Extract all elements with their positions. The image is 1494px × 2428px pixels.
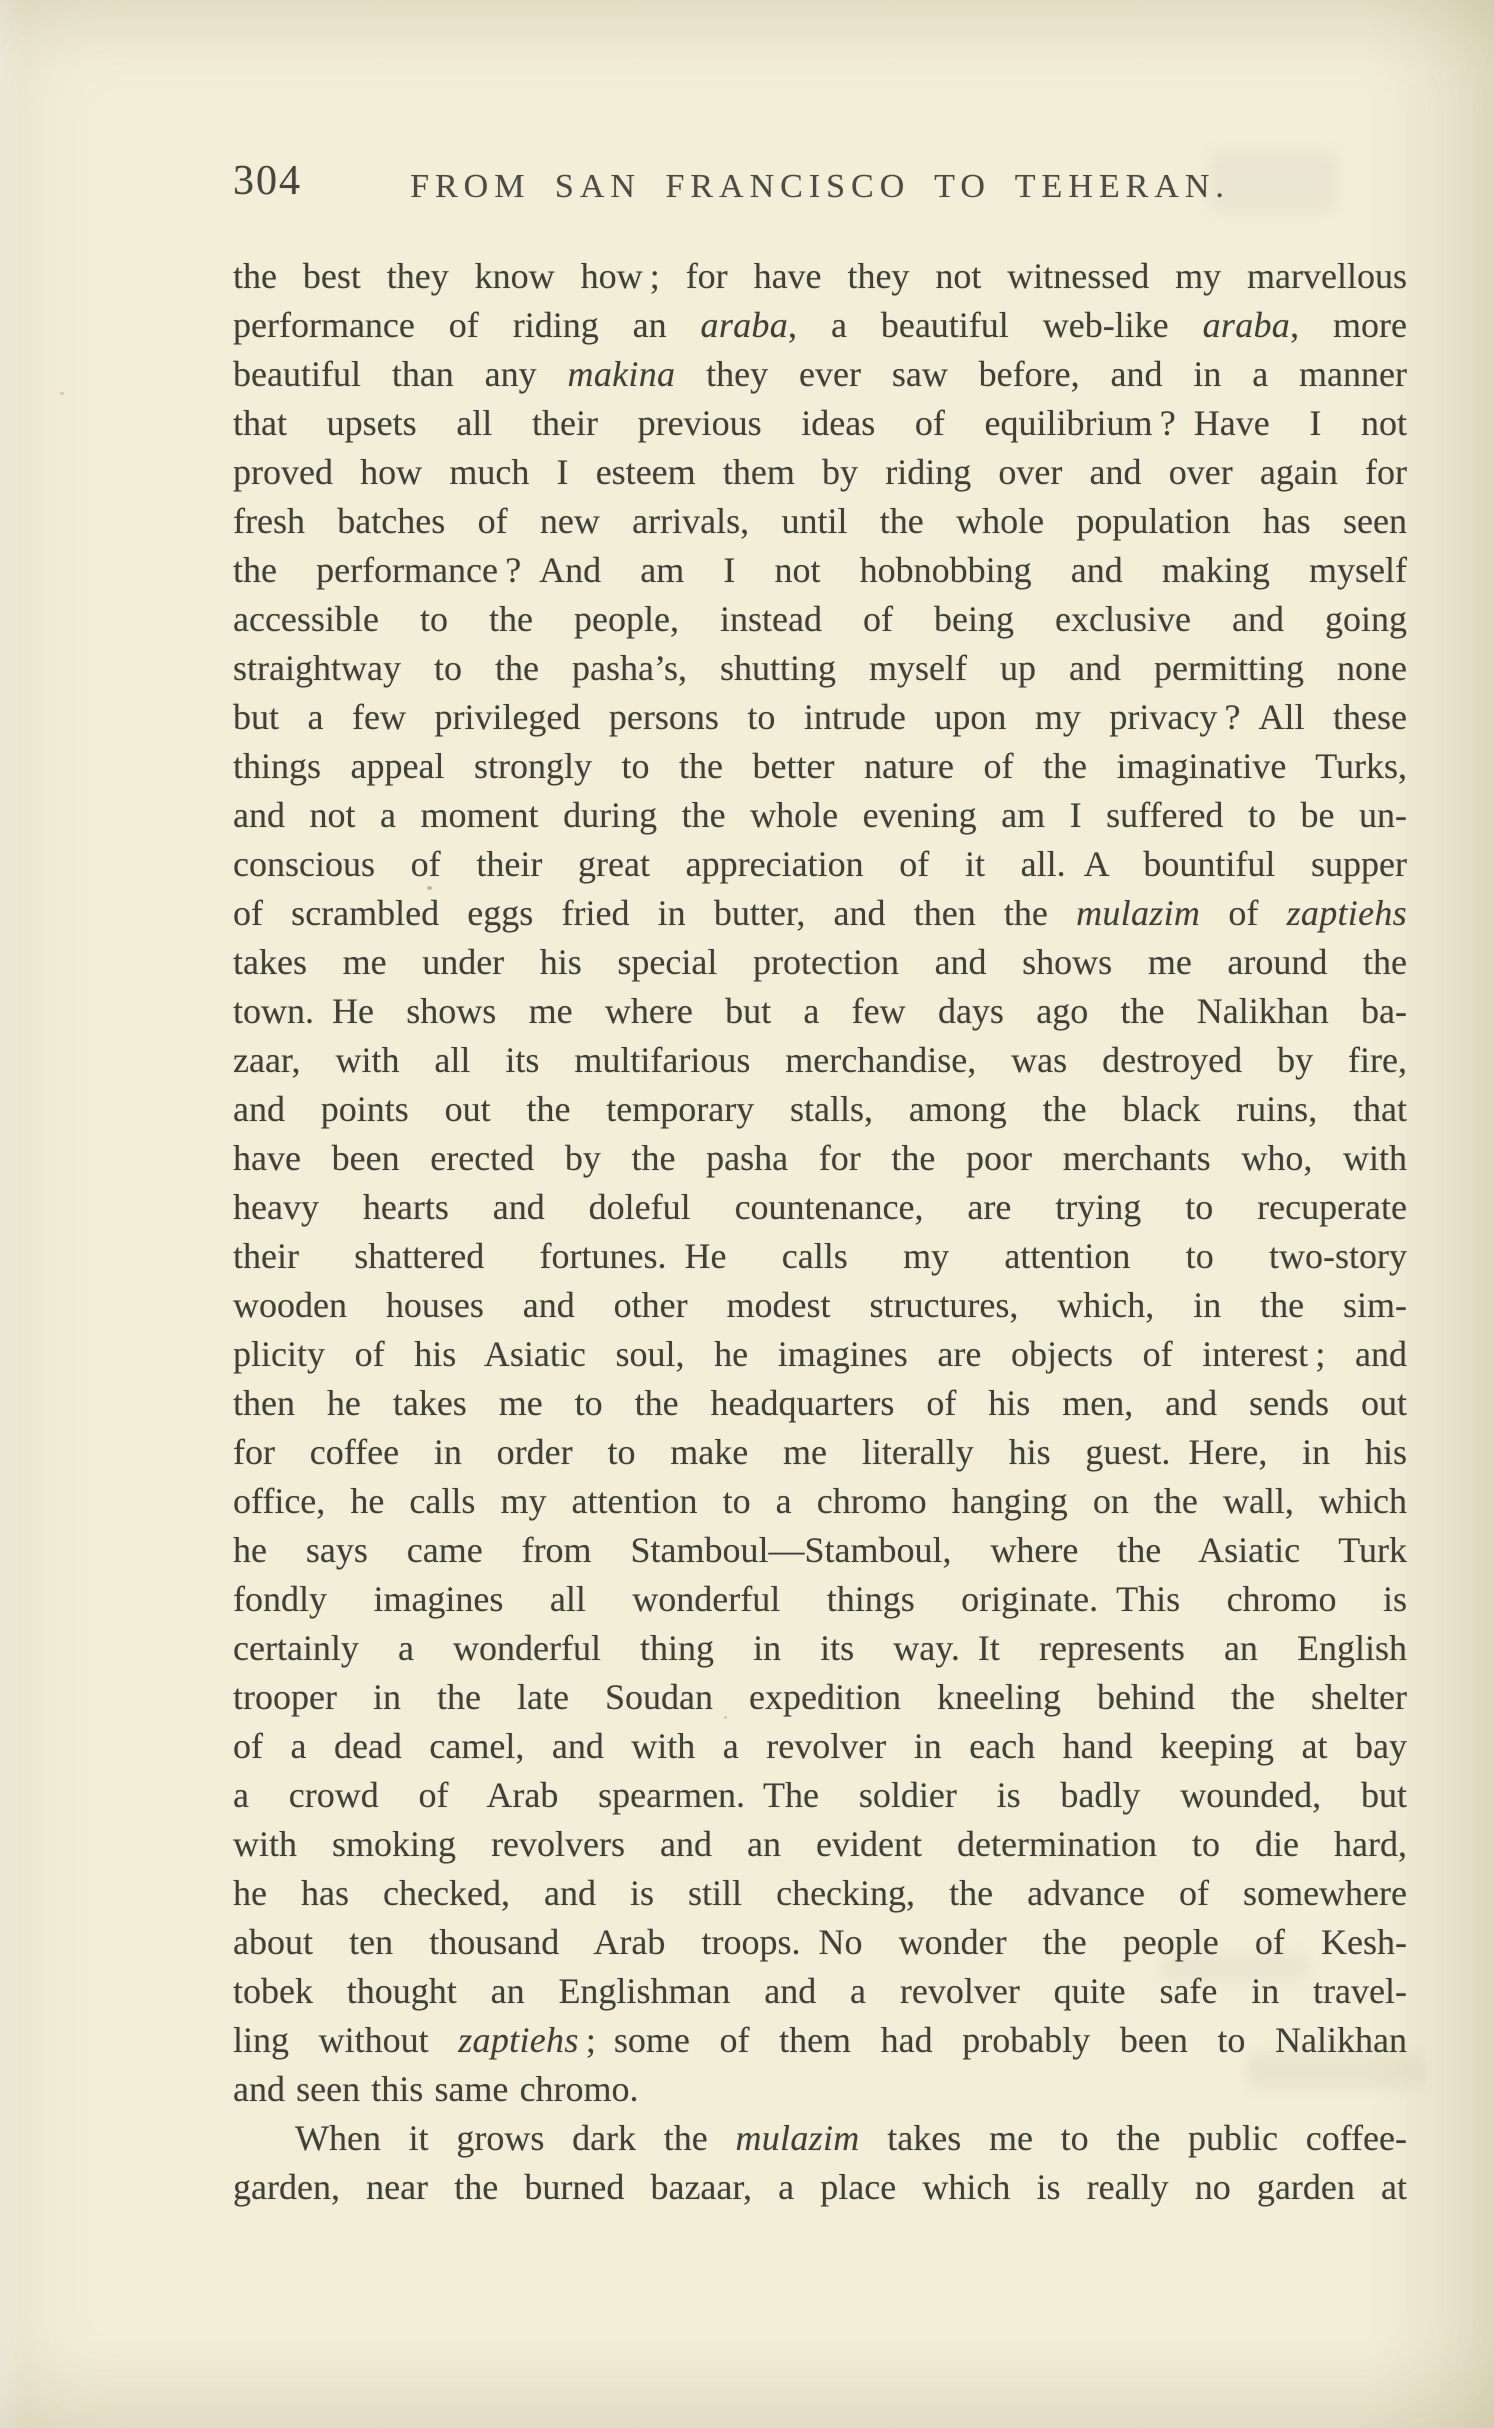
text-line: accessible to the people, instead of being exclusive and going [233, 599, 1407, 639]
text-line: takes me under his special protection and shows me around the [233, 942, 1407, 982]
text-line: performance of riding an araba, a beautiful web-like araba, more [233, 305, 1407, 345]
text-line: he says came from Stamboul—Stamboul, where the Asiatic Turk [233, 1530, 1407, 1570]
text-line: of a dead camel, and with a revolver in each hand keeping at bay [233, 1726, 1407, 1766]
text-line: ling without zaptiehs ; some of them had probably been to Nalikhan [233, 2020, 1408, 2060]
show-through-ghost [1208, 150, 1338, 214]
text-line: and not a moment during the whole evening am I suffered to be un- [233, 795, 1407, 835]
paper-speck [427, 886, 432, 890]
show-through-ghost [1248, 2052, 1423, 2088]
text-line: tobek thought an Englishman and a revolver quite safe in travel- [233, 1971, 1407, 2011]
text-line: plicity of his Asiatic soul, he imagines are objects of interest ; and [233, 1334, 1407, 1374]
text-line: things appeal strongly to the better nature of the imaginative Turks, [233, 746, 1407, 786]
text-line: about ten thousand Arab troops. No wonder the people of Kesh- [233, 1922, 1407, 1962]
text-line: a crowd of Arab spearmen. The soldier is badly wounded, but [233, 1775, 1407, 1815]
text-line: with smoking revolvers and an evident determination to die hard, [233, 1824, 1407, 1864]
text-line: wooden houses and other modest structures, which, in the sim- [233, 1285, 1407, 1325]
text-line: and seen this same chromo. [233, 2069, 639, 2109]
paper-speck [60, 392, 64, 395]
text-line: their shattered fortunes. He calls my attention to two-story [233, 1236, 1407, 1276]
paper-speck [724, 1716, 727, 1719]
text-line: proved how much I esteem them by riding over and over again for [233, 452, 1407, 492]
text-line: and points out the temporary stalls, among the black ruins, that [233, 1089, 1407, 1129]
text-line: certainly a wonderful thing in its way. It represents an English [233, 1628, 1407, 1668]
body-text-block [233, 252, 1407, 2212]
text-line: fondly imagines all wonderful things originate. This chromo is [233, 1579, 1407, 1619]
text-line: he has checked, and is still checking, the advance of somewhere [233, 1873, 1407, 1913]
running-head: FROM SAN FRANCISCO TO TEHERAN. [410, 168, 1230, 205]
text-line: the performance ? And am I not hobnobbing and making myself [233, 550, 1407, 590]
text-line: that upsets all their previous ideas of equilibrium ? Have I not [233, 403, 1407, 443]
text-line: office, he calls my attention to a chromo hanging on the wall, which [233, 1481, 1407, 1521]
text-line: When it grows dark the mulazim takes me to the public coffee- [295, 2118, 1407, 2158]
text-line: trooper in the late Soudan expedition kneeling behind the shelter [233, 1677, 1407, 1717]
paper-speck [1000, 468, 1004, 472]
text-line: straightway to the pasha’s, shutting myself up and permitting none [233, 648, 1407, 688]
show-through-ghost [1160, 1952, 1310, 1982]
text-line: beautiful than any makina they ever saw before, and in a manner [233, 354, 1407, 394]
text-line: have been erected by the pasha for the poor merchants who, with [233, 1138, 1407, 1178]
text-line: then he takes me to the headquarters of his men, and sends out [233, 1383, 1407, 1423]
text-line: but a few privileged persons to intrude upon my privacy ? All these [233, 697, 1407, 737]
text-line: the best they know how ; for have they not witnessed my marvellous [233, 256, 1407, 296]
text-line: heavy hearts and doleful countenance, are trying to recuperate [233, 1187, 1407, 1227]
text-line: of scrambled eggs fried in butter, and then the mulazim of zaptiehs [233, 893, 1407, 933]
text-line: conscious of their great appreciation of it all. A bountiful supper [233, 844, 1407, 884]
text-line: garden, near the burned bazaar, a place which is really no garden at [233, 2167, 1407, 2207]
text-line: zaar, with all its multifarious merchandise, was destroyed by fire, [233, 1040, 1407, 1080]
text-line: fresh batches of new arrivals, until the whole population has seen [233, 501, 1407, 541]
text-line: for coffee in order to make me literally his guest. Here, in his [233, 1432, 1407, 1472]
page-number: 304 [233, 158, 302, 204]
text-line: town. He shows me where but a few days ago the Nalikhan ba- [233, 991, 1407, 1031]
